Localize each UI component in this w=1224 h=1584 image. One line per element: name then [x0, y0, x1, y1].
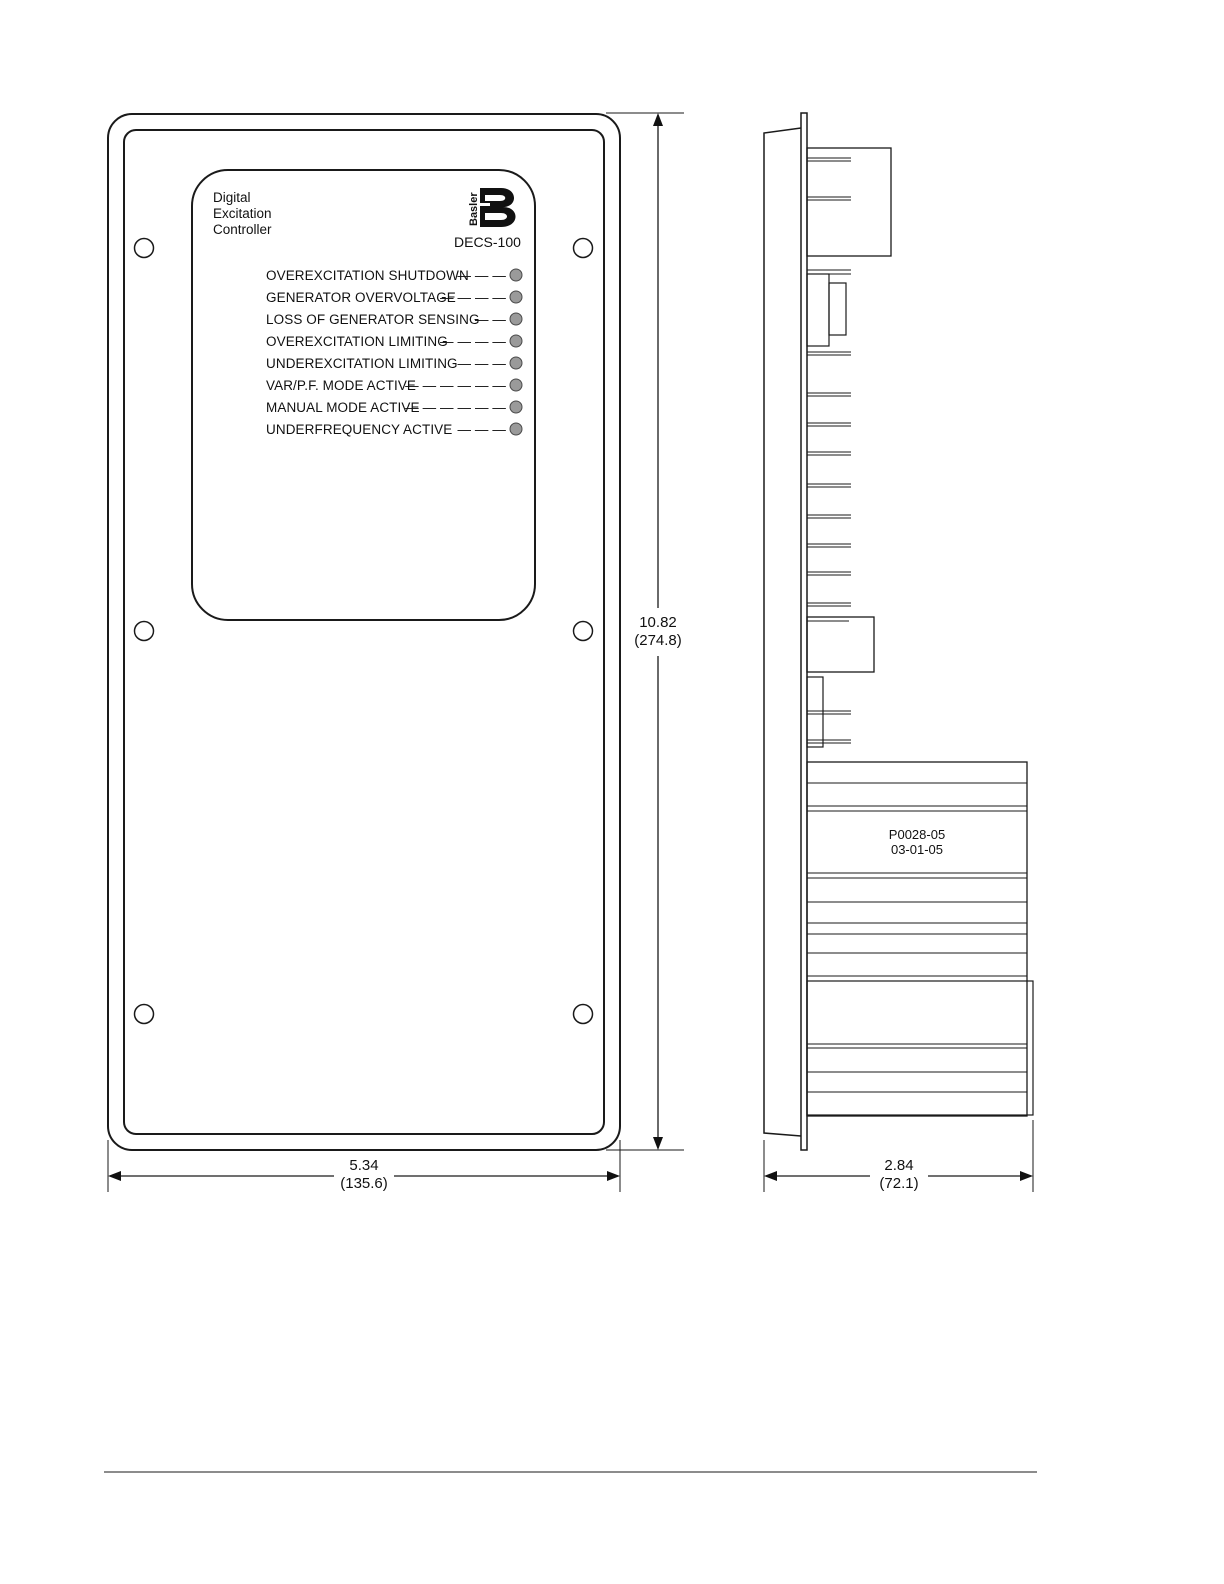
- indicator-leader: — — — — — —: [405, 400, 506, 415]
- indicator-label: GENERATOR OVERVOLTAGE: [266, 290, 456, 305]
- indicator-label: OVEREXCITATION SHUTDOWN: [266, 268, 469, 283]
- indicator-list: [266, 268, 522, 437]
- basler-logo-b-mark: [480, 188, 516, 227]
- indicator-leader: — — —: [457, 356, 506, 371]
- width-inches-label: 5.34: [349, 1157, 379, 1174]
- mounting-hole-top-left: [135, 239, 154, 258]
- panel-title-line-3: Controller: [213, 222, 272, 237]
- indicator-label: OVEREXCITATION LIMITING: [266, 334, 448, 349]
- side-terminal-fins: [807, 352, 851, 743]
- indicator-leader: — — — —: [440, 334, 506, 349]
- side-view: [764, 113, 1033, 1150]
- indicator-label: MANUAL MODE ACTIVE: [266, 400, 420, 415]
- drawing-date-label: 03-01-05: [890, 842, 944, 857]
- indicator-leader: — — — —: [440, 290, 506, 305]
- side-upper-connector: [807, 148, 891, 256]
- indicator-led: [510, 335, 522, 347]
- indicator-led: [510, 423, 522, 435]
- indicator-leader: — — —: [457, 268, 506, 283]
- indicator-led: [510, 313, 522, 325]
- indicator-led: [510, 401, 522, 413]
- indicator-led: [510, 269, 522, 281]
- indicator-led: [510, 357, 522, 369]
- indicator-leader: — — — — — —: [405, 378, 506, 393]
- mounting-hole-bottom-left: [135, 1005, 154, 1024]
- side-front-cover: [764, 128, 801, 1136]
- indicator-label: LOSS OF GENERATOR SENSING: [266, 312, 480, 327]
- indicator-label: UNDEREXCITATION LIMITING: [266, 356, 458, 371]
- height-inches-label: 10.82: [639, 614, 677, 631]
- indicator-label: UNDERFREQUENCY ACTIVE: [266, 422, 453, 437]
- mounting-hole-mid-right: [574, 622, 593, 641]
- front-view: [108, 114, 620, 1150]
- side-heatsink-body: [807, 762, 1027, 1116]
- basler-logo-wordmark: Basler: [468, 192, 480, 226]
- indicator-label: VAR/P.F. MODE ACTIVE: [266, 378, 417, 393]
- side-middle-block: [807, 617, 874, 672]
- depth-mm-label: (72.1): [879, 1175, 919, 1192]
- width-mm-label: (135.6): [340, 1175, 388, 1192]
- indicator-led: [510, 291, 522, 303]
- indicator-leader: — —: [474, 312, 506, 327]
- model-label: DECS-100: [454, 234, 521, 250]
- indicator-led: [510, 379, 522, 391]
- side-flange-plate: [801, 113, 807, 1150]
- mounting-hole-mid-left: [135, 622, 154, 641]
- panel-title-line-2: Excitation: [213, 206, 272, 221]
- mounting-hole-top-right: [574, 239, 593, 258]
- depth-inches-label: 2.84: [884, 1157, 914, 1174]
- height-mm-label: (274.8): [634, 632, 682, 649]
- indicator-leader: — — —: [457, 422, 506, 437]
- mounting-hole-bottom-right: [574, 1005, 593, 1024]
- panel-title-line-1: Digital: [213, 190, 251, 205]
- part-number-label: P0028-05: [888, 827, 946, 842]
- depth-dimension: [764, 1120, 1033, 1192]
- height-dimension: [606, 113, 684, 1150]
- basler-logo: [468, 188, 516, 227]
- width-dimension: [108, 1140, 620, 1192]
